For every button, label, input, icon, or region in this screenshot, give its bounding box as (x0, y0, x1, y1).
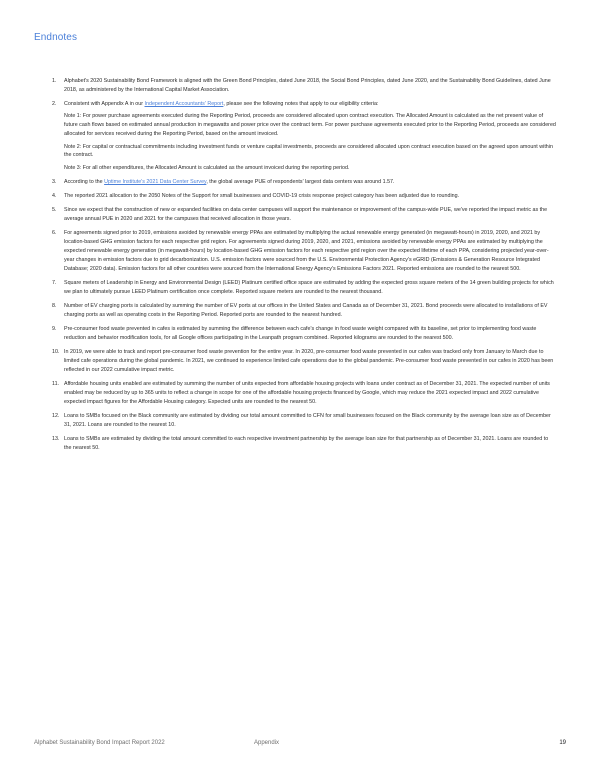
endnote-3 (52, 178, 557, 187)
endnote-2 (52, 100, 557, 173)
endnote-5 (52, 206, 557, 224)
endnote-number: 4. (52, 193, 57, 200)
endnote-text: Loans to SMBs focused on the Black community are estimated by dividing our total amount committed to CFN for small businesses focused on the Black community by the average loan size as of December 31, 2021. Loans are rounded to the nearest 10. (64, 412, 551, 428)
endnote-text-pre: According to the (64, 178, 105, 185)
endnote-11 (52, 380, 557, 407)
endnote-number: 6. (52, 230, 57, 237)
endnote-10 (52, 348, 557, 375)
endnote-text: The reported 2021 allocation to the 2050 Notes of the Support for small businesses and COVID-19 crisis response project category has been adjusted due to rounding. (64, 193, 460, 200)
endnote-number: 7. (52, 279, 57, 286)
page-title: Endnotes (34, 32, 78, 43)
endnote-text: In 2019, we were able to track and report pre-consumer food waste prevention for the entire year. In 2020, pre-consumer food waste prevented in our cafes was tracked only from January to March due to limited cafe operations during the global pandemic. In 2021, we continued to experience limited cafe operations due to the global pandemic. Pre-consumer food waste prevented in our cafes in 2020 has been reflected in our 2022 cumulative impact metric. (64, 348, 554, 373)
endnote-2-note-1: Note 1: For power purchase agreements executed during the Reporting Period, proceeds are considered allocated upon contract execution. The Allocated Amount is calculated as the net present value of future cash flows based on estimated annual production in megawatts and power price over the contract term. For power purchase agreements executed prior to the Reporting Period, proceeds are considered allocated for services received during the Reporting Period, based on the amount invoiced. (64, 113, 556, 138)
endnote-number: 11. (52, 380, 60, 387)
endnote-text: Alphabet's 2020 Sustainability Bond Framework is aligned with the Green Bond Principles, dated June 2018, the Social Bond Principles, dated June 2020, and the Sustainability Bond Guidelines, dated June 2018, as administered by the International Capital Market Association. (64, 78, 551, 93)
endnote-text: Number of EV charging ports is calculated by summing the number of EV ports at our offices in the United States and Canada as of December 31, 2021. Bond proceeds were allocated to installations of EV charging ports as well as operating costs in the Reporting Period. Reported ports are rounded to the nearest hundred. (64, 302, 548, 318)
independent-accountants-report-link[interactable]: Independent Accountants' Report (144, 101, 224, 108)
report-title: Alphabet Sustainability Bond Impact Report 2022 (34, 740, 165, 746)
endnote-9 (52, 325, 557, 343)
section-name[interactable]: Appendix (254, 740, 280, 746)
endnote-number: 12. (52, 412, 60, 419)
endnote-number: 2. (52, 101, 57, 108)
endnotes-list (52, 77, 557, 458)
page-number: 19 (559, 740, 566, 746)
endnote-number: 5. (52, 207, 57, 214)
endnote-number: 13. (52, 435, 60, 442)
endnote-text: Pre-consumer food waste prevented in cafes is estimated by summing the difference between each cafe's change in food waste weight compared with its baseline, set prior to implementing food waste reduction and behavior modification tools, for all Google offices participating in the Leanpath program combined. Reported kilograms are rounded to the nearest 500. (64, 325, 537, 341)
endnote-2-note-2: Note 2: For capital or contractual commitments including investment funds or venture capital investments, proceeds are considered allocated upon contract execution based on the agreed upon amount within the contract. (64, 143, 553, 159)
endnote-number: 10. (52, 348, 60, 355)
endnote-6 (52, 229, 557, 273)
endnote-number: 1. (52, 78, 57, 84)
endnote-text-pre: Consistent with Appendix A in our (64, 101, 145, 108)
endnote-text: Since we expect that the construction of new or expanded facilities on data center campuses will support the maintenance or improvement of the campus-wide PUE, we've reported the impact metric as the average annual PUE in 2020 and 2021 for the campuses that received allocation in those years. (64, 207, 548, 223)
endnote-text: Square meters of Leadership in Energy and Environmental Design (LEED) Platinum certified office space are estimated by adding the expected gross square meters of the 14 green building projects for which we plan to ultimately pursue LEED Platinum certification once complete. Reported square meters are rounded to the nearest thousand. (64, 279, 554, 295)
endnote-text-post: , please see the following notes that apply to our eligibility criteria: (223, 101, 379, 108)
endnote-7 (52, 279, 557, 297)
endnote-text: Affordable housing units enabled are estimated by summing the number of units expected from affordable housing projects with loans under contract as of December 31, 2021. The expected number of units enabled may be reduced by up to 365 units to reflect a change in scope for one of the affordable housing projects financed by Google, which may reduce the 2021 expected impact and 2022 cumulative expected impact figures for the Affordable Housing category. Expected units are rounded to the nearest 50. (64, 380, 550, 405)
endnote-13 (52, 435, 557, 453)
endnote-1 (52, 77, 557, 95)
endnote-text-post: , the global average PUE of respondents' largest data centers was around 1.57. (206, 178, 395, 185)
endnote-4 (52, 192, 557, 201)
page-footer (34, 740, 566, 750)
endnote-2-note-3: Note 3: For all other expenditures, the Allocated Amount is calculated as the amount invoiced during the reporting period. (64, 164, 350, 171)
endnote-text: Loans to SMBs are estimated by dividing the total amount committed to each respective investment partnership by the average loan size for that partnership as of December 31, 2021. Loans are rounded to the nearest 50. (64, 435, 549, 451)
endnote-number: 9. (52, 325, 57, 332)
endnote-8 (52, 302, 557, 320)
endnote-number: 8. (52, 302, 57, 309)
endnote-number: 3. (52, 178, 57, 185)
uptime-institute-survey-link[interactable]: Uptime Institute's 2021 Data Center Survey (104, 178, 207, 185)
endnote-12 (52, 412, 557, 430)
endnote-text: For agreements signed prior to 2019, emissions avoided by renewable energy PPAs are estimated by multiplying the actual renewable energy generated (in megawatt-hours) in 2019, 2020, and 2021 by location-based GHG emission factors for each respective grid region. For agreements signed during 2019, 2020, and 2021, emissions avoided by renewable energy PPAs are estimated by multiplying the expected renewable energy generation (in megawatt-hours) by location-based GHG emission factors for each respective grid region over the expected lifetime of each PPA, considering projected year-over-year changes in emission factors due to grid decarbonization. U.S. emission factors were sourced from the U.S. Environmental Protection Agency's eGRID (Emissions & Generation Resource Integrated Database; 2020 data). Emission factors for all other countries were sourced from the International Energy Agency's Emissions Factors 2021. Reported emissions are rounded to the nearest 500. (64, 230, 549, 272)
